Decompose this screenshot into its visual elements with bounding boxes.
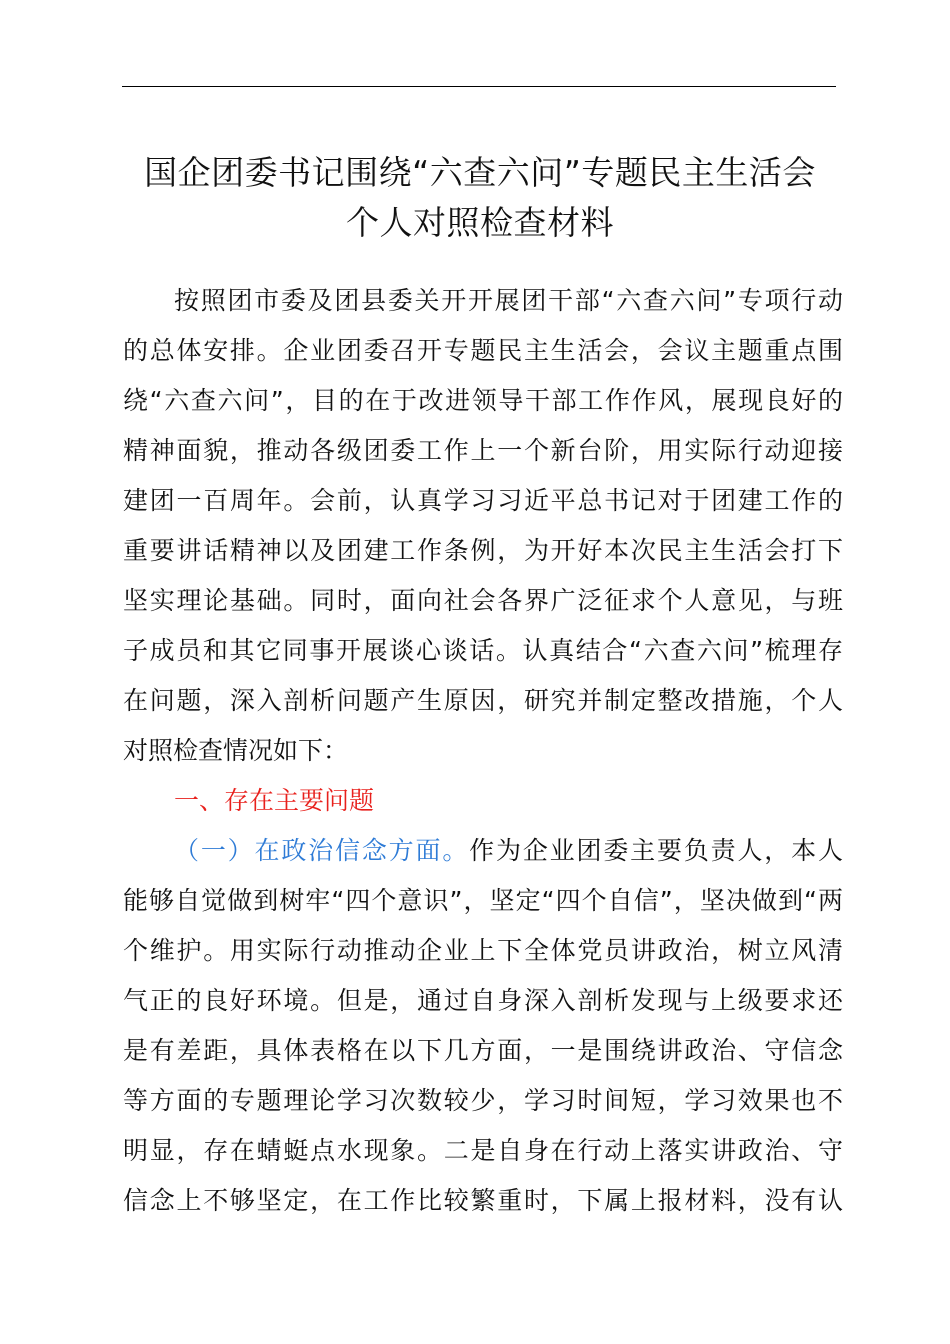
subsection-label: （一）在政治信念方面。	[174, 836, 470, 865]
subsection-line: 明显，存在蜻蜓点水现象。二是自身在行动上落实讲政治、守	[123, 1136, 843, 1165]
header-rule	[122, 86, 836, 87]
subsection-line: 信念上不够坚定，在工作比较繁重时，下属上报材料，没有认	[123, 1186, 843, 1215]
subsection-first-line	[123, 826, 843, 876]
intro-line: 精神面貌，推动各级团委工作上一个新台阶，用实际行动迎接	[123, 436, 843, 465]
intro-line: 绕“六查六问”，目的在于改进领导干部工作作风，展现良好的	[123, 386, 843, 415]
intro-line: 对照检查情况如下：	[123, 736, 349, 765]
subsection-line: 能够自觉做到树牢“四个意识”，坚定“四个自信”，坚决做到“两	[123, 886, 843, 915]
intro-line: 子成员和其它同事开展谈心谈话。认真结合“六查六问”梳理存	[123, 636, 843, 665]
subsection-first-line-text: 作为企业团委主要负责人，本人	[469, 836, 843, 865]
subsection-line: 等方面的专题理论学习次数较少，学习时间短，学习效果也不	[123, 1086, 843, 1115]
document-body	[123, 276, 843, 1226]
subsection-line: 气正的良好环境。但是，通过自身深入剖析发现与上级要求还	[123, 986, 843, 1015]
document-title	[100, 148, 860, 248]
intro-line: 的总体安排。企业团委召开专题民主生活会，会议主题重点围	[123, 336, 843, 365]
subsection-line: 个维护。用实际行动推动企业上下全体党员讲政治，树立风清	[123, 936, 843, 965]
intro-line: 建团一百周年。会前，认真学习习近平总书记对于团建工作的	[123, 486, 843, 515]
intro-line: 坚实理论基础。同时，面向社会各界广泛征求个人意见，与班	[123, 586, 843, 615]
intro-line: 重要讲话精神以及团建工作条例，为开好本次民主生活会打下	[123, 536, 843, 565]
title-line-1: 国企团委书记围绕“六查六问”专题民主生活会	[144, 153, 816, 192]
intro-line: 按照团市委及团县委关开开展团干部“六查六问”专项行动	[174, 286, 843, 315]
section-heading: 一、存在主要问题	[174, 786, 375, 815]
intro-line: 在问题，深入剖析问题产生原因，研究并制定整改措施，个人	[123, 686, 843, 715]
subsection-line: 是有差距，具体表格在以下几方面，一是围绕讲政治、守信念	[123, 1036, 843, 1065]
title-line-2: 个人对照检查材料	[346, 203, 614, 242]
